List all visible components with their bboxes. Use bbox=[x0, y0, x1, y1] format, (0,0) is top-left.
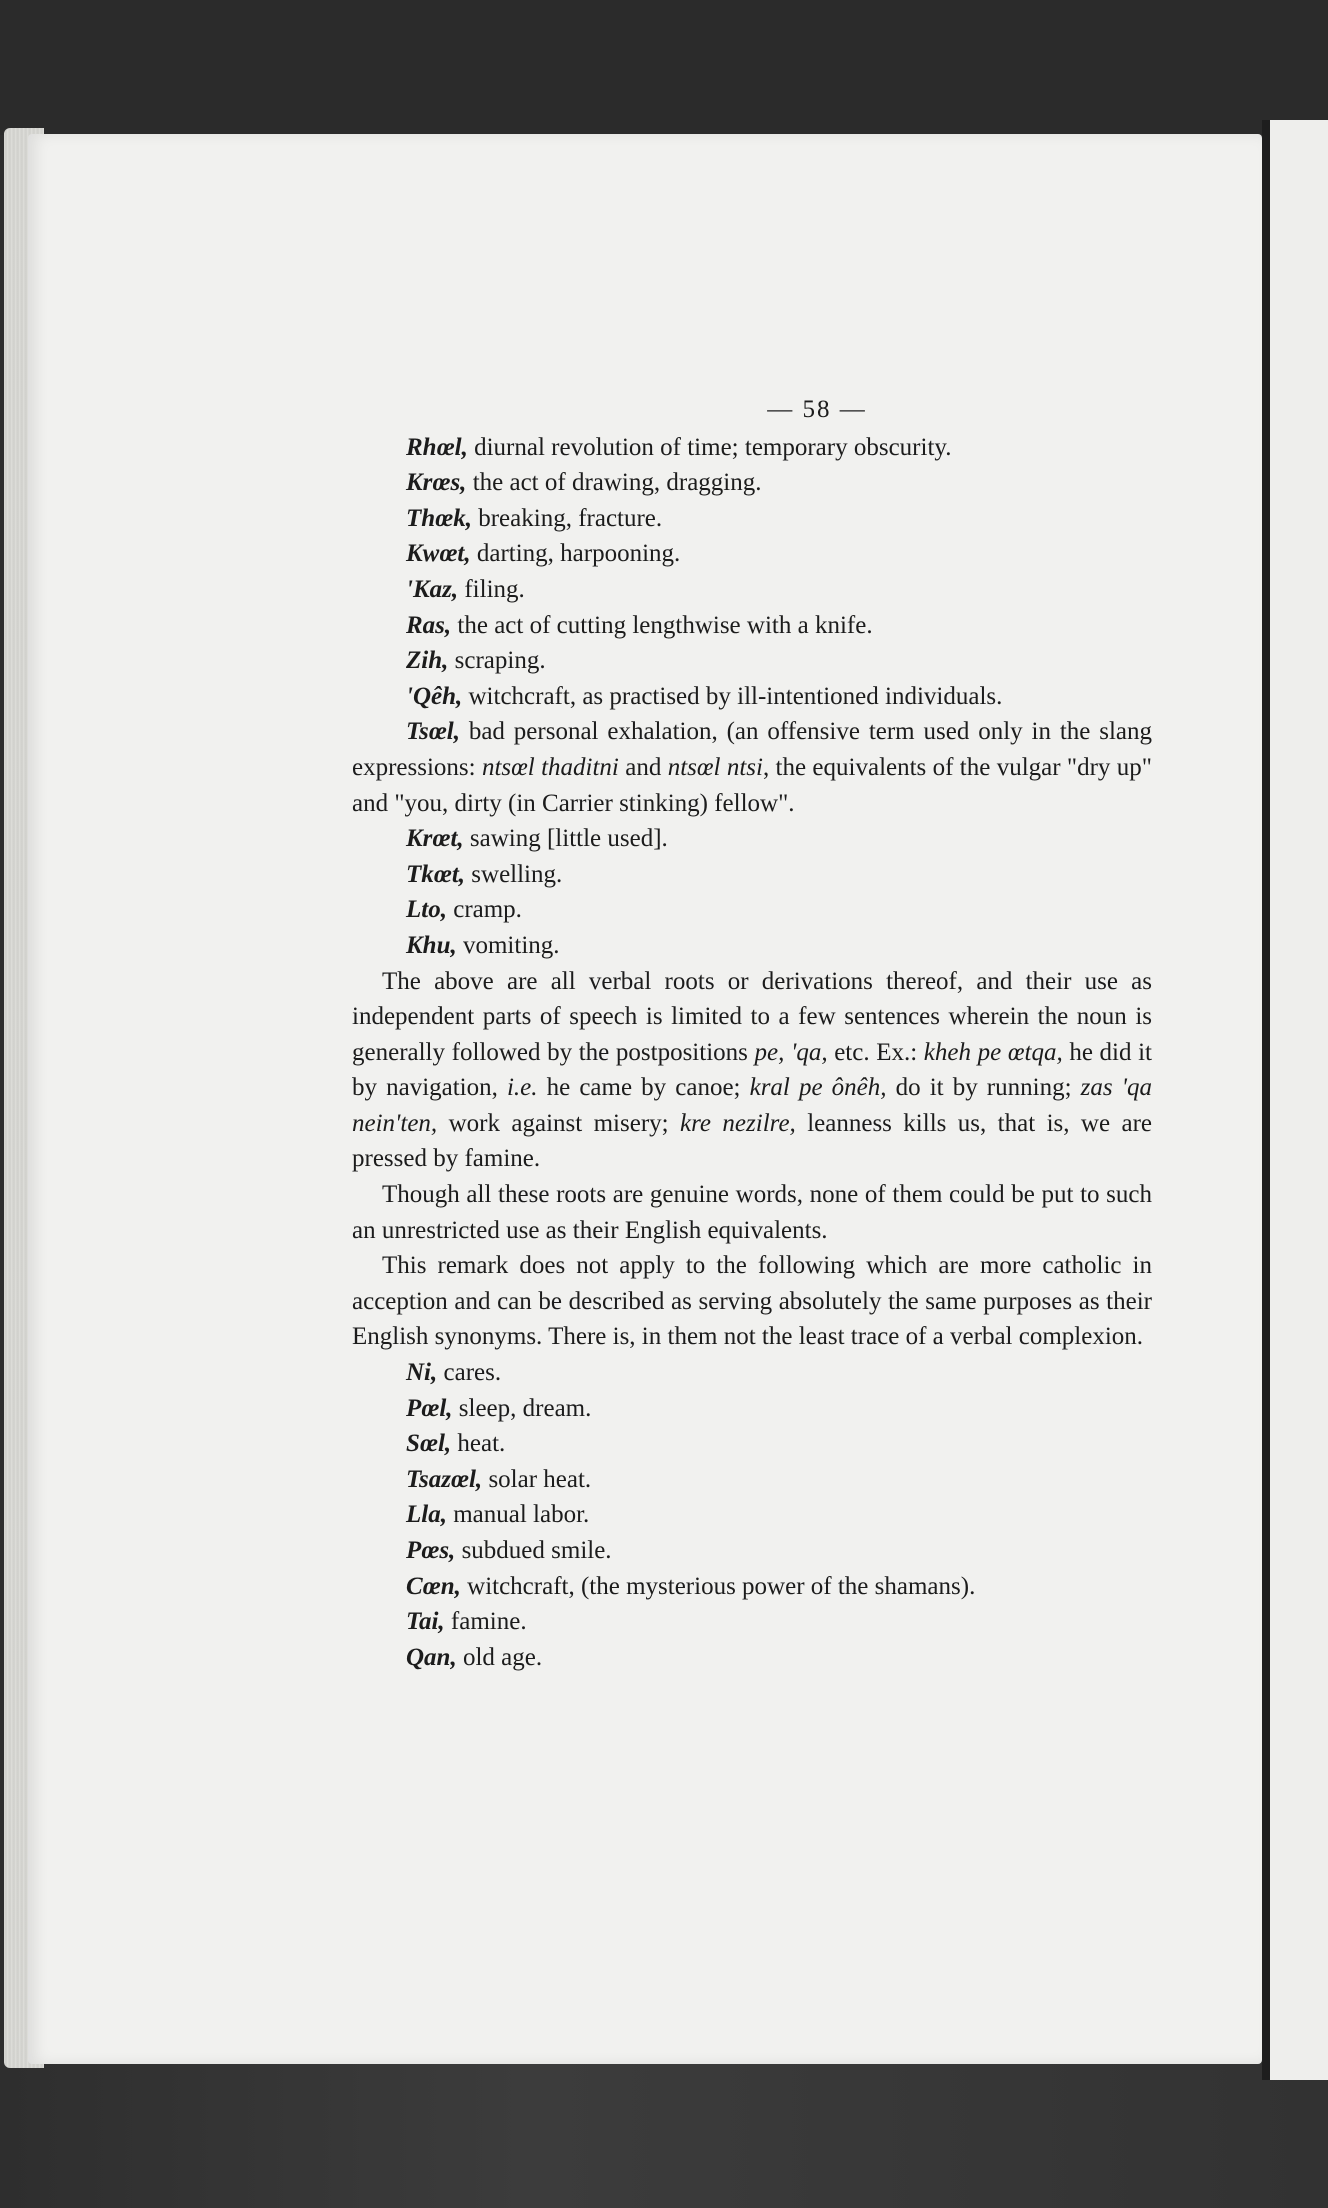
definition: famine. bbox=[444, 1608, 527, 1636]
entry bbox=[352, 1533, 1152, 1569]
headword: 'Kaz, bbox=[406, 575, 459, 603]
headword: Rhœl, bbox=[406, 433, 468, 461]
definition: filing. bbox=[458, 575, 525, 603]
headword: Krœt, bbox=[406, 825, 464, 853]
headword: Lla, bbox=[406, 1501, 447, 1529]
headword: Thœk, bbox=[406, 504, 472, 532]
headword: Cœn, bbox=[406, 1572, 461, 1600]
text-run: etc. Ex.: bbox=[827, 1038, 924, 1066]
paragraph-genuine-words: Though all these roots are genuine words, none of them could be put to such an unrestricted use as their English equivalents. bbox=[352, 1181, 1152, 1244]
conjunction: and bbox=[618, 753, 668, 781]
definition: vomiting. bbox=[456, 931, 560, 959]
definition: solar heat. bbox=[482, 1465, 592, 1493]
entry-tsoel bbox=[352, 714, 1152, 821]
definition: darting, harpooning. bbox=[470, 540, 681, 568]
text-run: he came by canoe; bbox=[537, 1074, 750, 1102]
entry bbox=[352, 608, 1152, 644]
definition-part-2: , the equivalents of the vulgar "dry up" and "you, dirty (in Carrier stinking) fellow". bbox=[352, 753, 1152, 817]
entry bbox=[352, 1569, 1152, 1605]
italic-run: zas 'qa nein'ten, bbox=[352, 1074, 1153, 1137]
italic-run: kre nezilre, bbox=[680, 1109, 796, 1137]
definition: breaking, fracture. bbox=[471, 504, 663, 532]
definition: witchcraft, (the mysterious power of the shamans). bbox=[460, 1572, 976, 1600]
example-2: ntsœl ntsi bbox=[667, 753, 763, 781]
entry bbox=[352, 643, 1152, 679]
entry bbox=[352, 679, 1152, 715]
headword: Kwœt, bbox=[406, 540, 471, 568]
definition: subdued smile. bbox=[455, 1537, 612, 1564]
headword: Ni, bbox=[406, 1359, 438, 1387]
definition: the act of drawing, dragging. bbox=[466, 469, 762, 497]
definition: heat. bbox=[451, 1430, 506, 1458]
headword: Krœs, bbox=[406, 469, 467, 497]
entry bbox=[352, 430, 1152, 466]
entry bbox=[352, 857, 1152, 893]
entry bbox=[352, 465, 1152, 501]
entry bbox=[352, 1426, 1152, 1462]
text-run: work against misery; bbox=[437, 1109, 681, 1137]
headword: Tai, bbox=[406, 1608, 445, 1636]
entry bbox=[352, 1604, 1152, 1640]
entry bbox=[352, 1355, 1152, 1391]
definition: witchcraft, as practised by ill-intentioned individuals. bbox=[462, 682, 1003, 710]
page-number: — 58 — bbox=[767, 396, 867, 423]
entry bbox=[352, 536, 1152, 572]
entry bbox=[352, 821, 1152, 857]
text-run: do it by running; bbox=[886, 1074, 1081, 1102]
headword: 'Qêh, bbox=[406, 682, 463, 710]
entry bbox=[352, 1462, 1152, 1498]
paragraph-catholic-acception: This remark does not apply to the following which are more catholic in acception and can be described as serving absolutely the same purposes as their English synonyms. There is, in them not the least trace of a verbal complexion. bbox=[352, 1252, 1152, 1351]
entry bbox=[352, 928, 1152, 964]
definition: swelling. bbox=[465, 860, 563, 888]
facing-page-edge bbox=[1262, 120, 1328, 2080]
headword: Khu, bbox=[406, 931, 457, 959]
headword: Qan, bbox=[406, 1643, 457, 1671]
definition: old age. bbox=[456, 1643, 543, 1671]
definition: manual labor. bbox=[446, 1501, 590, 1529]
italic-run: kheh pe œtqa, bbox=[923, 1038, 1063, 1066]
example-1: ntsœl thaditni bbox=[481, 753, 619, 781]
definition: sawing [little used]. bbox=[463, 825, 668, 853]
entry bbox=[352, 1640, 1152, 1676]
italic-run: pe, 'qa, bbox=[754, 1038, 828, 1066]
entry bbox=[352, 1497, 1152, 1533]
definition: cramp. bbox=[446, 896, 522, 924]
page-text bbox=[352, 392, 1152, 1675]
paragraph-verbal-roots-usage bbox=[352, 964, 1152, 1178]
entry bbox=[352, 572, 1152, 608]
definition: diurnal revolution of time; temporary obscurity. bbox=[467, 433, 952, 461]
entry-list-verbal-roots-1 bbox=[352, 430, 1152, 715]
entry bbox=[352, 892, 1152, 928]
text-run: he did it by navigation, bbox=[352, 1038, 1152, 1102]
scan-top-border bbox=[0, 0, 1328, 135]
headword: Lto, bbox=[406, 896, 447, 924]
headword: Sœl, bbox=[406, 1430, 452, 1458]
headword: Tkœt, bbox=[406, 860, 466, 888]
headword: Pœs, bbox=[406, 1537, 456, 1564]
headword: Ras, bbox=[406, 611, 452, 639]
definition: scraping. bbox=[448, 647, 546, 675]
italic-run: i.e. bbox=[506, 1074, 538, 1102]
definition: the act of cutting lengthwise with a knife. bbox=[451, 611, 873, 639]
text-run: leanness kills us, that is, we are pressed by famine. bbox=[352, 1109, 1152, 1173]
entry bbox=[352, 501, 1152, 537]
text-run: The above are all verbal roots or derivations thereof, and their use as independent parts of speech is limited to a few sentences wherein the noun is generally followed by the postpositions bbox=[352, 967, 1152, 1066]
definition: sleep, dream. bbox=[452, 1394, 592, 1422]
entry-list-nouns bbox=[352, 1355, 1152, 1675]
entry bbox=[352, 1391, 1152, 1427]
headword: Pœl, bbox=[406, 1394, 453, 1422]
headword: Tsœl, bbox=[406, 718, 460, 746]
headword: Tsazœl, bbox=[406, 1465, 483, 1493]
italic-run: kral pe ônêh, bbox=[749, 1074, 887, 1102]
headword: Zih, bbox=[406, 647, 449, 675]
entry-list-verbal-roots-2 bbox=[352, 821, 1152, 963]
definition: cares. bbox=[437, 1359, 502, 1387]
definition-part-1: bad personal exhalation, (an offensive term used only in the slang expressions: bbox=[352, 718, 1152, 781]
